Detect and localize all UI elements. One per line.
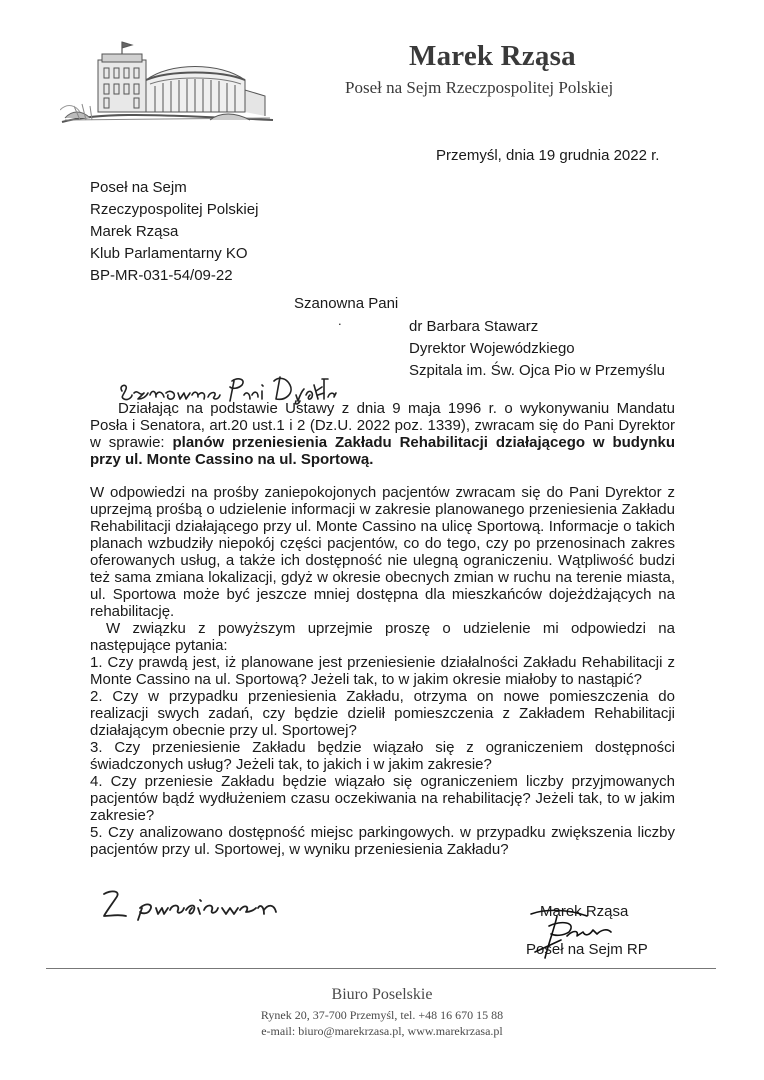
sender-block	[90, 177, 390, 287]
question-item: 5. Czy analizowano dostępność miejsc parkingowych. w przypadku zwiększenia liczby pacjentów przy ul. Sportowej, w wyniku przeniesienia Zakładu?	[90, 824, 675, 858]
stray-dot: .	[338, 313, 342, 328]
main-paragraph: W odpowiedzi na prośby zaniepokojonych pacjentów zwracam się do Pani Dyrektor z uprzejmą prośbą o udzielenie informacji w zakresie planowanego przeniesienia Zakładu Rehabilitacji działającego przy ul. Monte Cassino na ulicę Sportową. Informacje o takich planach wzbudziły niepokój części pacjentów, co do tego, czy po przenosinach zakres oferowanych usług, a także ich dostępność nie ulegną ograniczeniu. Wątpliwość budzi też sama zmiana lokalizacji, gdyż w okresie obecnych zmian w ruchu na terenie miasta, ul. Sportowa może być jeszcze mniej dostępna dla mieszkańców dojeżdżających na rehabilitację.	[90, 484, 675, 620]
question-item: 4. Czy przeniesie Zakładu będzie wiązało się ograniczeniem liczby przyjmowanych pacjentów bądź wydłużeniem czasu oczekiwania na rehabilitację? Jeżeli tak, to w jakim zakresie?	[90, 773, 675, 824]
intro-text: Działając na podstawie Ustawy z dnia 9 maja 1996 r. o wykonywaniu Mandatu Posła i Senatora, art.20 ust.1 i 2 (Dz.U. 2022 poz. 1339), zwracam się do Pani Dyrektor w sprawie:	[90, 400, 675, 451]
letterhead-name: Marek Rząsa	[409, 40, 576, 72]
recipient-block	[409, 316, 709, 382]
subject-text: planów przeniesienia Zakładu Rehabilitacji działającego w budynku przy ul. Monte Cassino na ul. Sportową.	[90, 434, 675, 468]
intro-paragraph	[90, 400, 675, 468]
sender-line: Rzeczypospolitej Polskiej	[90, 201, 259, 218]
question-item: 2. Czy w przypadku przeniesienia Zakładu, otrzyma on nowe pomieszczenia do realizacji swych zadań, czy będzie dzielił pomieszczenia z Zakładem Rehabilitacji działającym obecnie przy ul. Sportowej?	[90, 688, 675, 739]
footer-divider	[46, 968, 716, 969]
sender-line: Poseł na Sejm	[90, 179, 187, 196]
footer-address: Rynek 20, 37-700 Przemyśl, tel. +48 16 670 15 88	[260, 1008, 504, 1022]
sender-line: Marek Rząsa	[90, 223, 179, 240]
footer-title: Biuro Poselskie	[331, 986, 433, 1003]
signatory-name: Marek Rząsa	[540, 903, 629, 920]
sejm-building-icon	[60, 40, 275, 125]
handwritten-signature	[527, 902, 617, 962]
reference-number: BP-MR-031-54/09-22	[90, 267, 233, 284]
salutation: Szanowna Pani	[294, 295, 399, 312]
signatory-role: Poseł na Sejm RP	[526, 941, 648, 958]
request-paragraph: W związku z powyższym uprzejmie proszę o udzielenie mi odpowiedzi na następujące pytania:	[90, 620, 675, 654]
recipient-line: dr Barbara Stawarz	[409, 318, 539, 335]
sender-line: Klub Parlamentarny KO	[90, 245, 248, 262]
recipient-line: Dyrektor Wojewódzkiego	[409, 340, 575, 357]
question-item: 1. Czy prawdą jest, iż planowane jest przeniesienie działalności Zakładu Rehabilitacji z Monte Cassino na ul. Sportową? Jeżeli tak, to w jakim okresie miałoby to nastąpić?	[90, 654, 675, 688]
recipient-line: Szpitala im. Św. Ojca Pio w Przemyślu	[409, 362, 665, 379]
footer-contact: e-mail: biuro@marekrzasa.pl, www.marekrzasa.pl	[261, 1024, 503, 1038]
place-and-date: Przemyśl, dnia 19 grudnia 2022 r.	[436, 147, 660, 164]
handwritten-closing	[100, 886, 285, 922]
letter-body	[90, 400, 675, 858]
letterhead-title: Poseł na Sejm Rzeczpospolitej Polskiej	[345, 78, 614, 97]
question-item: 3. Czy przeniesienie Zakładu będzie wiązało się z ograniczeniem dostępności świadczonych usług? Jeżeli tak, to jakich i w jakim zakresie?	[90, 739, 675, 773]
